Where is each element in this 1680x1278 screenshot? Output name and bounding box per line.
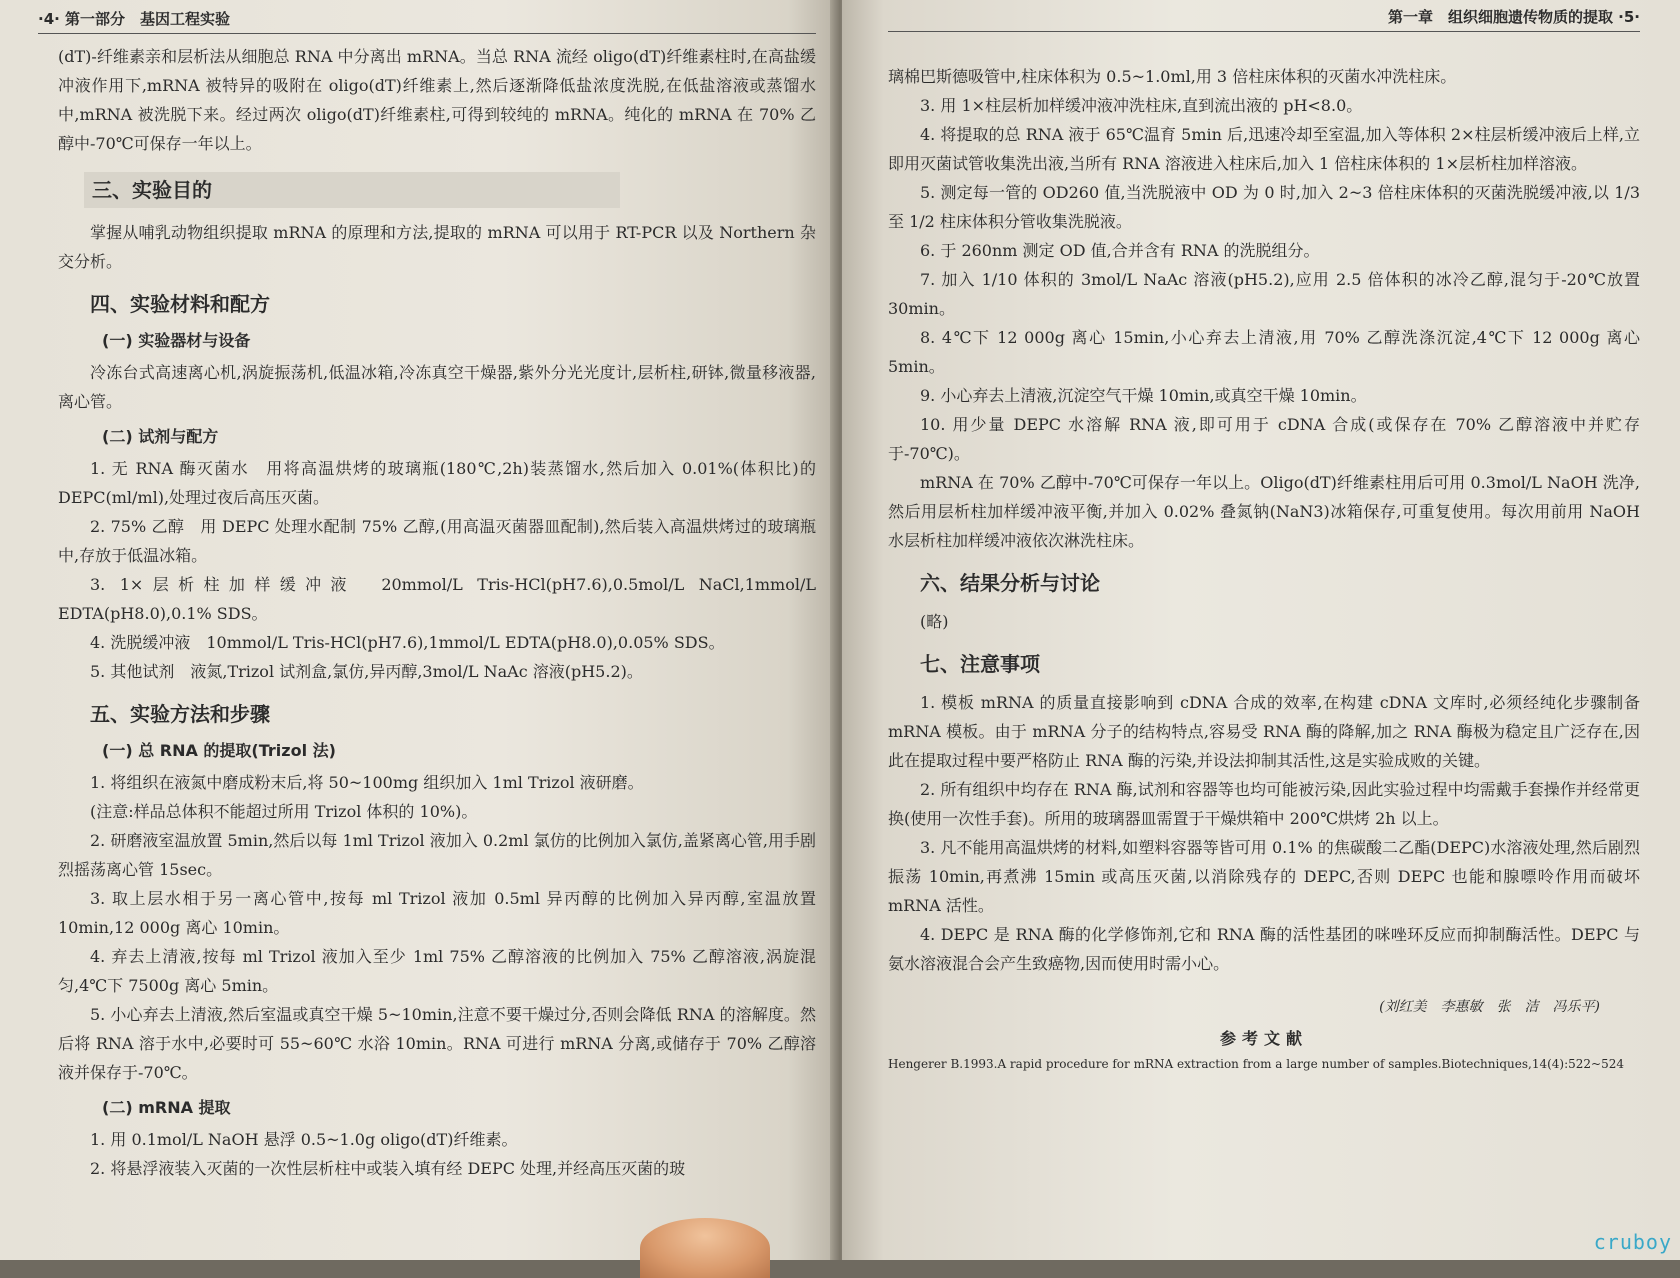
right-page [842, 0, 1680, 1260]
continued-paragraph: 璃棉巴斯德吸管中,柱床体积为 0.5~1.0ml,用 3 倍柱床体积的灭菌水冲洗柱床。 [888, 67, 1457, 86]
watermark: cruboy [1593, 1230, 1672, 1254]
mrna-step: 5. 测定每一管的 OD260 值,当洗脱液中 OD 为 0 时,加入 2~3 倍柱床体积的灭菌洗脱缓冲液,以 1/3 至 1/2 柱床体积分管收集洗脱液。 [888, 183, 1640, 231]
section-4-2-title: (二) 试剂与配方 [102, 427, 219, 446]
note-item: 2. 所有组织中均存在 RNA 酶,试剂和容器等也均可能被污染,因此实验过程中均需戴手套操作并经常更换(使用一次性手套)。所用的玻璃器皿需置于干燥烘箱中 200℃烘烤 2h 以上。 [888, 780, 1640, 828]
left-page [0, 0, 838, 1260]
right-running-head: 第一章 组织细胞遗传物质的提取 ·5· [888, 6, 1640, 32]
total-rna-step: 3. 取上层水相于另一离心管中,按每 ml Trizol 液加 0.5ml 异丙醇的比例加入异丙醇,室温放置 10min,12 000g 离心 10min。 [58, 889, 816, 937]
mrna-step: 1. 用 0.1mol/L NaOH 悬浮 0.5~1.0g oligo(dT)纤维素。 [90, 1130, 518, 1149]
section-6-paragraph: (略) [920, 612, 949, 631]
left-running-head: ·4· 第一部分 基因工程实验 [38, 8, 816, 34]
section-5-1-title: (一) 总 RNA 的提取(Trizol 法) [102, 741, 336, 760]
note-item: 3. 凡不能用高温烘烤的材料,如塑料容器等皆可用 0.1% 的焦碳酸二乙酯(DEPC)水溶液处理,然后剧烈振荡 10min,再煮沸 15min 或高压灭菌,以消除残存的 DEPC,否则 DEPC 也能和腺嘌呤作用而破坏 mRNA 活性。 [888, 838, 1640, 915]
authors-line: (刘红美 李惠敏 张 洁 冯乐平) [1379, 999, 1600, 1015]
mrna-step: 4. 将提取的总 RNA 液于 65℃温育 5min 后,迅速冷却至室温,加入等体积 2×柱层析缓冲液后上样,立即用灭菌试管收集洗出液,当所有 RNA 溶液进入柱床后,加入 1 倍柱床体积的 1×层析柱加样溶液。 [888, 125, 1640, 173]
references-title: 参考文献 [1219, 1029, 1308, 1048]
reagent-item: 4. 洗脱缓冲液 10mmol/L Tris-HCl(pH7.6),1mmol/L EDTA(pH8.0),0.05% SDS。 [90, 633, 725, 652]
mrna-step: 8. 4℃下 12 000g 离心 15min,小心弃去上清液,用 70% 乙醇洗涤沉淀,4℃下 12 000g 离心 5min。 [888, 328, 1640, 376]
intro-paragraph: (dT)-纤维素亲和层析法从细胞总 RNA 中分离出 mRNA。当总 RNA 流经 oligo(dT)纤维素柱时,在高盐缓冲液作用下,mRNA 被特异的吸附在 oligo(dT)纤维素上,然后逐渐降低盐浓度洗脱,在低盐溶液或蒸馏水中,mRNA 被洗脱下来。经过两次 oligo(dT)纤维素柱,可得到较纯的 mRNA。纯化的 mRNA 在 70% 乙醇中-70℃可保存一年以上。 [58, 47, 816, 153]
thumb-photo-artifact [640, 1218, 770, 1278]
section-5-2-title: (二) mRNA 提取 [102, 1098, 231, 1117]
mrna-step: 3. 用 1×柱层析加样缓冲液冲洗柱床,直到流出液的 pH<8.0。 [920, 96, 1363, 115]
section-3-paragraph: 掌握从哺乳动物组织提取 mRNA 的原理和方法,提取的 mRNA 可以用于 RT-PCR 以及 Northern 杂交分析。 [58, 223, 816, 271]
section-5-title: 五、实验方法和步骤 [90, 702, 270, 726]
total-rna-step: 2. 研磨液室温放置 5min,然后以每 1ml Trizol 液加入 0.2ml 氯仿的比例加入氯仿,盖紧离心管,用手剧烈摇荡离心管 15sec。 [58, 831, 816, 879]
total-rna-step: 4. 弃去上清液,按每 ml Trizol 液加入至少 1ml 75% 乙醇溶液的比例加入 75% 乙醇溶液,涡旋混匀,4℃下 7500g 离心 5min。 [58, 947, 816, 995]
reagent-item: 2. 75% 乙醇 用 DEPC 处理水配制 75% 乙醇,(用高温灭菌器皿配制),然后装入高温烘烤过的玻璃瓶中,存放于低温冰箱。 [58, 517, 816, 565]
mrna-step: 6. 于 260nm 测定 OD 值,合并含有 RNA 的洗脱组分。 [920, 241, 1320, 260]
mrna-step: 10. 用少量 DEPC 水溶解 RNA 液,即可用于 cDNA 合成(或保存在 70% 乙醇溶液中并贮存于-70℃)。 [888, 415, 1640, 463]
reagent-item: 3. 1×层析柱加样缓冲液 20mmol/L Tris-HCl(pH7.6),0.5mol/L NaCl,1mmol/L EDTA(pH8.0),0.1% SDS。 [58, 575, 816, 623]
equipment-paragraph: 冷冻台式高速离心机,涡旋振荡机,低温冰箱,冷冻真空干燥器,紫外分光光度计,层析柱,研钵,微量移液器,离心管。 [58, 363, 816, 411]
reagent-item: 1. 无 RNA 酶灭菌水 用将高温烘烤的玻璃瓶(180℃,2h)装蒸馏水,然后加入 0.01%(体积比)的 DEPC(ml/ml),处理过夜后高压灭菌。 [58, 459, 816, 507]
note-item: 1. 模板 mRNA 的质量直接影响到 cDNA 合成的效率,在构建 cDNA 文库时,必须经纯化步骤制备 mRNA 模板。由于 mRNA 分子的结构特点,容易受 RNA 酶的降解,加之 RNA 酶极为稳定且广泛存在,因此在提取过程中要严格防止 RNA 酶的污染,并设法抑制其活性,这是实验成败的关键。 [888, 693, 1640, 770]
section-6-title: 六、结果分析与讨论 [920, 571, 1100, 595]
mrna-step: 9. 小心弃去上清液,沉淀空气干燥 10min,或真空干燥 10min。 [920, 386, 1367, 405]
note-item: 4. DEPC 是 RNA 酶的化学修饰剂,它和 RNA 酶的活性基团的咪唑环反应而抑制酶活性。DEPC 与氨水溶液混合会产生致癌物,因而使用时需小心。 [888, 925, 1640, 973]
section-4-title: 四、实验材料和配方 [90, 292, 270, 316]
reagent-item: 5. 其他试剂 液氮,Trizol 试剂盒,氯仿,异丙醇,3mol/L NaAc 溶液(pH5.2)。 [90, 662, 643, 681]
mrna-step: 2. 将悬浮液装入灭菌的一次性层析柱中或装入填有经 DEPC 处理,并经高压灭菌的玻 [90, 1159, 686, 1178]
total-rna-step: 1. 将组织在液氮中磨成粉末后,将 50~100mg 组织加入 1ml Trizol 液研磨。 [90, 773, 644, 792]
mrna-step: 7. 加入 1/10 体积的 3mol/L NaAc 溶液(pH5.2),应用 2.5 倍体积的冰冷乙醇,混匀于-20℃放置 30min。 [888, 270, 1640, 318]
total-rna-step: 5. 小心弃去上清液,然后室温或真空干燥 5~10min,注意不要干燥过分,否则会降低 RNA 的溶解度。然后将 RNA 溶于水中,必要时可 55~60℃ 水浴 10min。RNA 可进行 mRNA 分离,或储存于 70% 乙醇溶液并保存于-70℃。 [58, 1005, 816, 1082]
section-4-1-title: (一) 实验器材与设备 [102, 331, 251, 350]
storage-paragraph: mRNA 在 70% 乙醇中-70℃可保存一年以上。Oligo(dT)纤维素柱用后可用 0.3mol/L NaOH 洗净,然后用层析柱加样缓冲液平衡,并加入 0.02% 叠氮钠(NaN3)冰箱保存,可重复使用。每次用前用 NaOH 水层析柱加样缓冲液依次淋洗柱床。 [888, 473, 1640, 550]
section-3-title: 三、实验目的 [84, 172, 620, 208]
reference-entry: Hengerer B.1993.A rapid procedure for mRNA extraction from a large number of samples.Biotechniques,14(4):522~524 [888, 1057, 1625, 1071]
total-rna-note: (注意:样品总体积不能超过所用 Trizol 体积的 10%)。 [90, 802, 478, 821]
section-7-title: 七、注意事项 [920, 652, 1040, 676]
